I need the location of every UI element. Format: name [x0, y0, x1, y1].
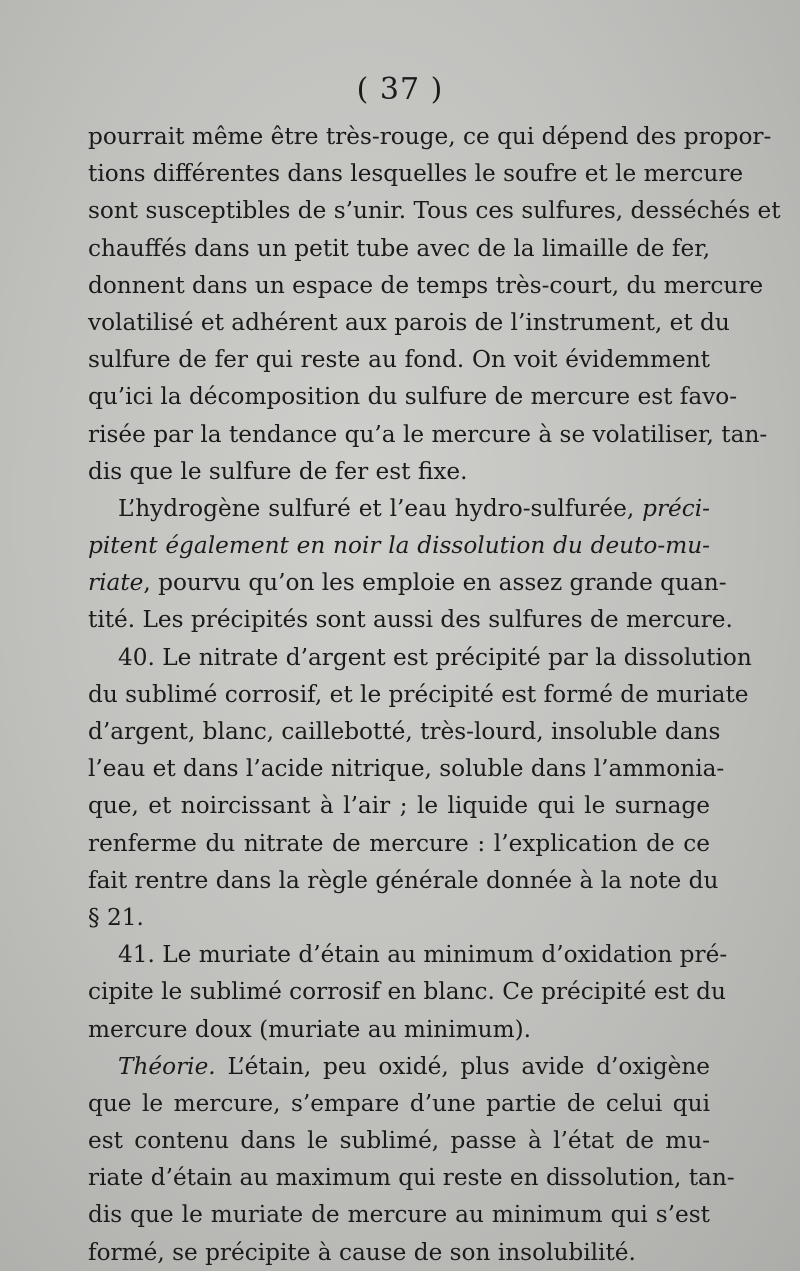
text-line — [88, 1085, 710, 1122]
text-run: tité. Les précipités sont aussi des sulfures de mercure. — [88, 606, 733, 634]
text-run: l’eau et dans l’acide nitrique, soluble dans l’ammonia- — [88, 755, 725, 783]
text-run: qu’ici la décomposition du sulfure de mercure est favo- — [88, 383, 738, 411]
text-run: cipite le sublimé corrosif en blanc. Ce précipité est du — [88, 978, 726, 1006]
text-line — [88, 601, 733, 638]
text-run: fait rentre dans la règle générale donnée à la note du — [88, 866, 719, 894]
text-run: riate d’étain au maximum qui reste en dissolution, tan- — [88, 1164, 735, 1192]
text-run: sont susceptibles de s’unir. Tous ces sulfures, desséchés et — [88, 197, 781, 225]
text-line — [88, 527, 710, 564]
text-line — [88, 192, 781, 229]
text-line — [88, 1011, 710, 1048]
text-line — [88, 936, 728, 973]
italic-text: pitent également en noir la dissolution du deuto-mu- — [88, 532, 710, 560]
text-line — [88, 862, 719, 899]
text-line — [88, 416, 768, 453]
paragraph — [88, 936, 728, 1048]
text-line — [88, 825, 710, 862]
text-line — [88, 341, 710, 378]
text-line — [88, 1048, 710, 1085]
text-run: risée par la tendance qu’a le mercure à se volatiliser, tan- — [88, 420, 768, 448]
text-line — [88, 564, 727, 601]
text-line — [88, 639, 752, 676]
text-run: tions différentes dans lesquelles le soufre et le mercure — [88, 160, 744, 188]
italic-text: Théorie. — [118, 1052, 216, 1080]
text-run: chauffés dans un petit tube avec de la limaille de fer, — [88, 234, 711, 262]
text-line — [88, 787, 710, 824]
text-run: sulfure de fer qui reste au fond. On voit évidemment — [88, 346, 710, 374]
text-run: volatilisé et adhérent aux parois de l’instrument, et du — [88, 308, 730, 336]
text-line — [88, 155, 744, 192]
text-run: du sublimé corrosif, et le précipité est formé de muriate — [88, 680, 749, 708]
text-run: formé, se précipite à cause de son insolubilité. — [88, 1238, 636, 1266]
italic-text: riate — [88, 569, 144, 597]
text-run: renferme du nitrate de mercure : l’explication de ce — [88, 829, 710, 857]
text-line — [88, 676, 749, 713]
italic-text: préci- — [642, 494, 710, 522]
text-run: L’étain, peu oxidé, plus avide d’oxigène — [215, 1052, 710, 1080]
text-run: que le mercure, s’empare d’une partie de celui qui — [88, 1089, 710, 1117]
text-run: L’hydrogène sulfuré et l’eau hydro-sulfurée, — [118, 494, 643, 522]
text-run: pourrait même être très-rouge, ce qui dépend des propor- — [88, 123, 772, 150]
text-run: dis que le sulfure de fer est fixe. — [88, 457, 468, 485]
text-line — [88, 453, 710, 490]
paragraph — [88, 639, 752, 937]
page-number: ( 37 ) — [356, 72, 444, 107]
text-run: dis que le muriate de mercure au minimum qui s’est — [88, 1201, 710, 1229]
text-line — [88, 750, 725, 787]
text-line — [88, 490, 710, 527]
text-line — [88, 1159, 735, 1196]
paragraph — [88, 490, 733, 639]
text-line — [88, 973, 726, 1010]
text-run: donnent dans un espace de temps très-court, du mercure — [88, 271, 764, 299]
text-run: est contenu dans le sublimé, passe à l’état de mu- — [88, 1127, 710, 1155]
text-line — [88, 230, 710, 267]
text-line — [88, 1196, 710, 1233]
text-run: 40. Le nitrate d’argent est précipité par la dissolution — [118, 643, 752, 671]
paragraph — [88, 1048, 735, 1271]
paragraph — [88, 118, 781, 490]
text-line — [88, 1122, 710, 1159]
body-text — [88, 118, 781, 1271]
text-line — [88, 713, 721, 750]
text-run: 41. Le muriate d’étain au minimum d’oxidation pré- — [118, 941, 728, 969]
text-line — [88, 1234, 710, 1271]
text-run: que, et noircissant à l’air ; le liquide qui le surnage — [88, 792, 710, 820]
text-line — [88, 899, 710, 936]
text-run: mercure doux (muriate au minimum). — [88, 1015, 531, 1043]
text-run: d’argent, blanc, caillebotté, très-lourd, insoluble dans — [88, 718, 721, 745]
text-line — [88, 304, 730, 341]
text-line — [88, 267, 764, 304]
text-run: , pourvu qu’on les emploie en assez grande quan- — [143, 569, 727, 597]
text-line — [88, 378, 738, 415]
text-line — [88, 118, 772, 155]
text-run: § 21. — [88, 903, 144, 931]
